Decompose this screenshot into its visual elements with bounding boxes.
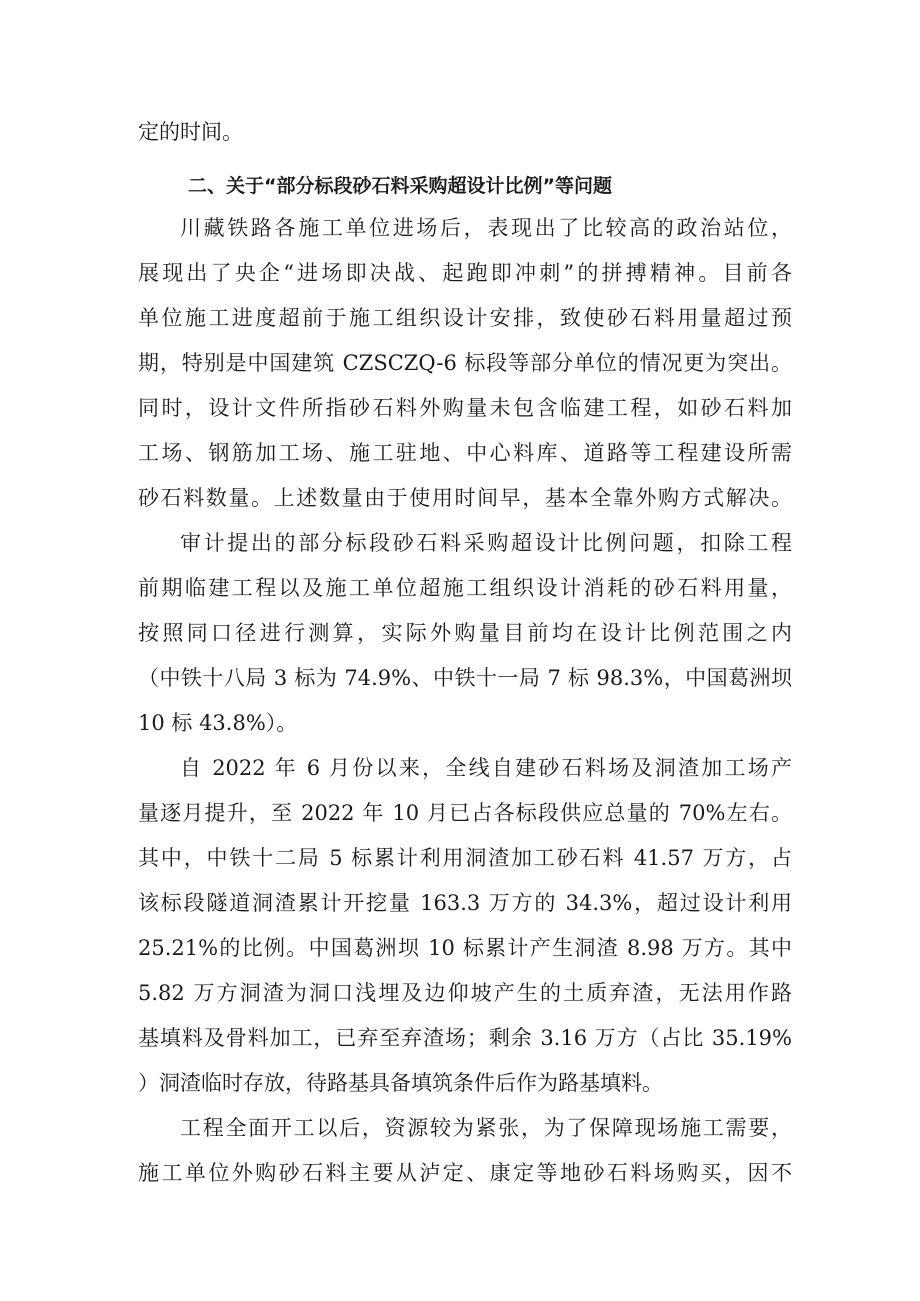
text-line: 期，特别是中国建筑 CZSCZQ-6 标段等部分单位的情况更为突出。	[138, 351, 792, 375]
text-line: 自 2022 年 6 月份以来，全线自建砂石料场及洞渣加工场产	[180, 756, 792, 780]
text-line: 川藏铁路各施工单位进场后，表现出了比较高的政治站位，	[180, 216, 792, 240]
text-line: 砂石料数量。上述数量由于使用时间早，基本全靠外购方式解决。	[138, 486, 792, 510]
text-line: 施工单位外购砂石料主要从泸定、康定等地砂石料场购买，因不	[138, 1161, 792, 1185]
paragraph-2	[138, 521, 792, 746]
text-line: 同时，设计文件所指砂石料外购量未包含临建工程，如砂石料加	[138, 396, 792, 420]
text-line: 工程全面开工以后，资源较为紧张，为了保障现场施工需要，	[180, 1116, 792, 1140]
text-line: 5.82 万方洞渣为洞口浅埋及边仰坡产生的土质弃渣，无法用作路	[138, 981, 792, 1005]
text-line: 按照同口径进行测算，实际外购量目前均在设计比例范围之内	[138, 621, 792, 645]
text-line: 审计提出的部分标段砂石料采购超设计比例问题，扣除工程	[180, 531, 792, 555]
text-line: 单位施工进度超前于施工组织设计安排，致使砂石料用量超过预	[138, 306, 792, 330]
section-heading: 二、关于“部分标段砂石料采购超设计比例”等问题	[188, 175, 612, 197]
paragraph-3	[138, 746, 792, 1106]
text-line: 25.21%的比例。中国葛洲坝 10 标累计产生洞渣 8.98 万方。其中	[138, 936, 792, 960]
text-line: 该标段隧道洞渣累计开挖量 163.3 万方的 34.3%，超过设计利用	[138, 891, 792, 915]
top-fragment	[138, 110, 792, 155]
text-line: 10 标 43.8%）。	[138, 711, 298, 735]
text-line: （中铁十八局 3 标为 74.9%、中铁十一局 7 标 98.3%，中国葛洲坝	[138, 666, 792, 690]
text-line: 前期临建工程以及施工单位超施工组织设计消耗的砂石料用量，	[138, 576, 792, 600]
text-line: 基填料及骨料加工，已弃至弃渣场；剩余 3.16 万方（占比 35.19%	[138, 1026, 792, 1050]
text-line: ）洞渣临时存放，待路基具备填筑条件后作为路基填料。	[138, 1071, 663, 1095]
text-line: 其中，中铁十二局 5 标累计利用洞渣加工砂石料 41.57 万方，占	[138, 846, 792, 870]
text-line: 工场、钢筋加工场、施工驻地、中心料库、道路等工程建设所需	[138, 441, 792, 465]
text-line: 定的时间。	[138, 120, 243, 144]
paragraph-4	[138, 1106, 792, 1196]
paragraph-1	[138, 206, 792, 521]
text-line: 量逐月提升，至 2022 年 10 月已占各标段供应总量的 70%左右。	[138, 801, 792, 825]
text-line: 展现出了央企“进场即决战、起跑即冲刺”的拼搏精神。目前各	[138, 261, 792, 285]
